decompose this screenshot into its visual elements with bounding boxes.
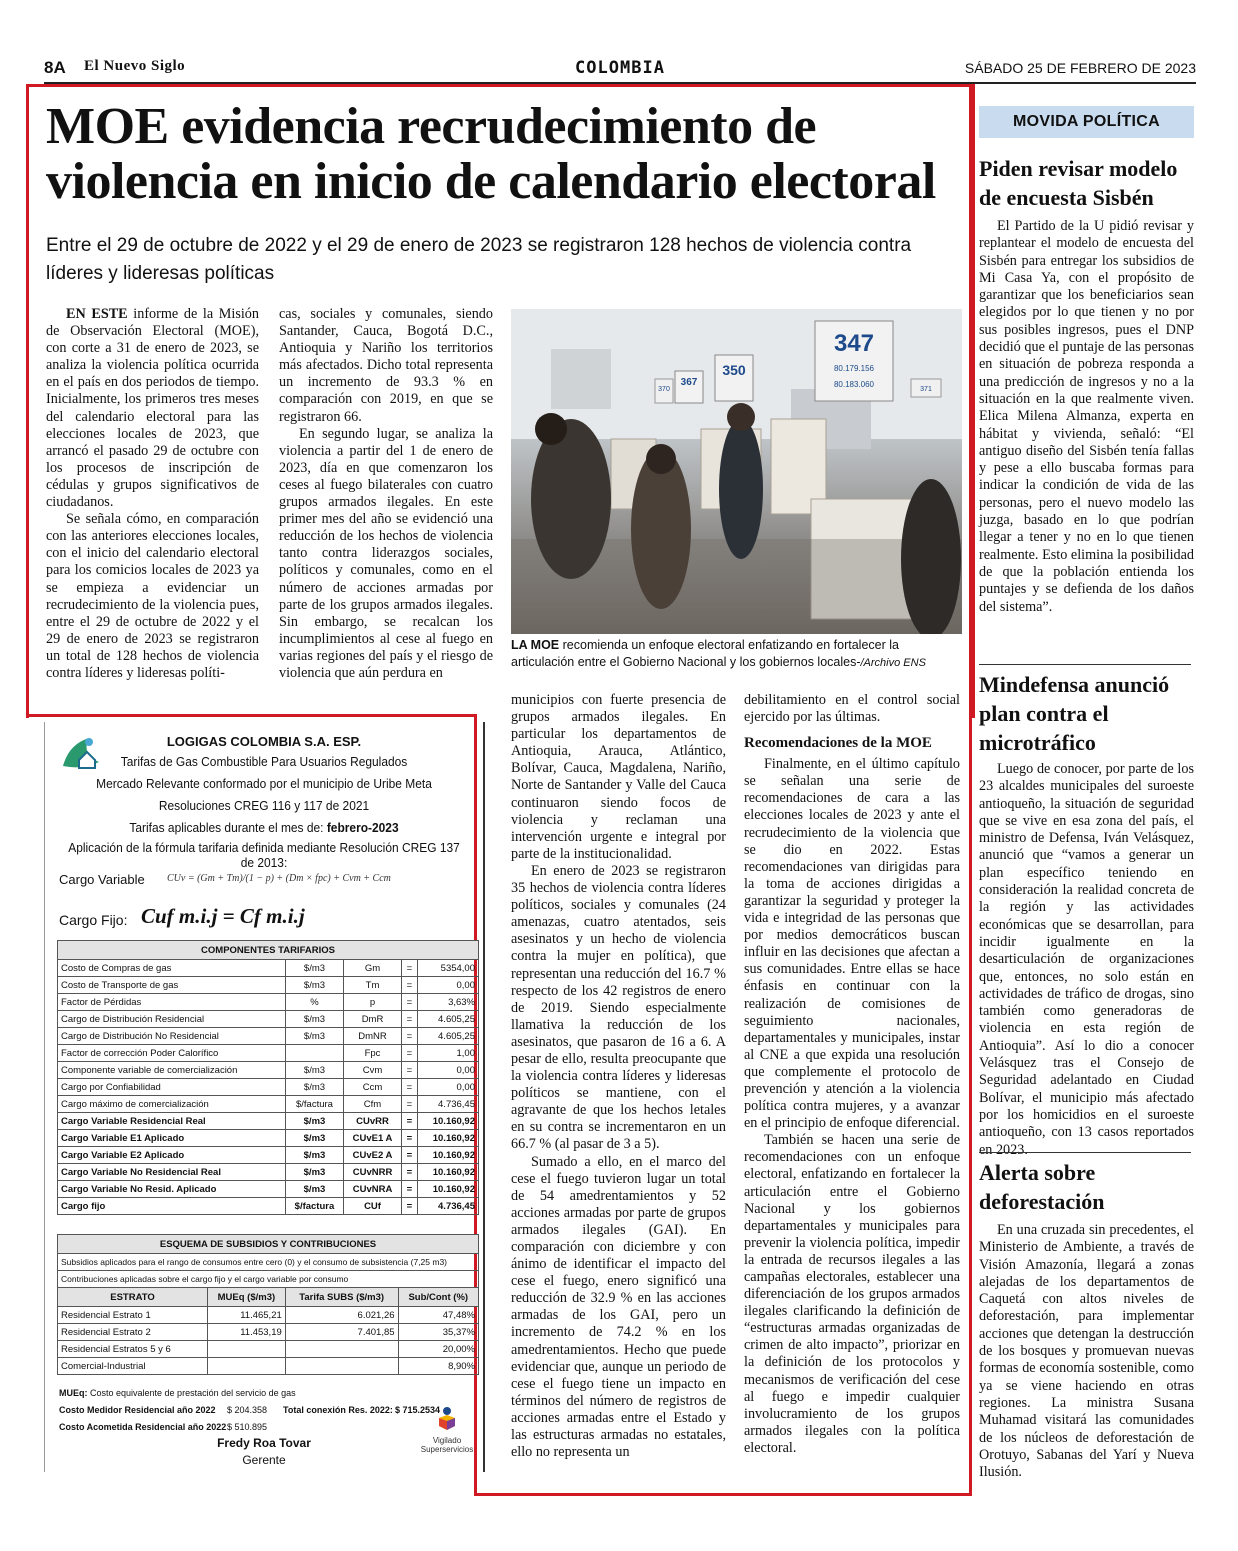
components-cell-sym: Ccm: [343, 1079, 401, 1096]
components-cell-name: Cargo de Distribución Residencial: [58, 1011, 286, 1028]
components-cell-name: Cargo Variable No Resid. Aplicado: [58, 1181, 286, 1198]
components-cell-eq: =: [402, 1062, 418, 1079]
components-cell-eq: =: [402, 1079, 418, 1096]
subheading: Recomendaciones de la MOE: [744, 735, 932, 752]
subsidies-col-header: MUEq ($/m3): [208, 1288, 286, 1307]
components-cell-unit: $/m3: [286, 1011, 344, 1028]
newspaper-name: El Nuevo Siglo: [84, 58, 186, 74]
vigilado-line: Superservicios: [420, 1445, 474, 1454]
vigilado-text: [415, 1436, 479, 1454]
mueq-note-label: MUEq:: [59, 1388, 88, 1398]
subsidies-note: Contribuciones aplicadas sobre el cargo fijo y el cargo variable por consumo: [58, 1271, 479, 1288]
sidebar-story-text: El Partido de la U pidió revisar y replantear el modelo de encuesta del Sisbén para entregar los subsidios de Mi Casa Ya, con el propósito de garantizar que los beneficiarios sean elegidos por lo que tienen y no por sus posibles ingresos, pues el DNP decidió que el puntaje de las personas en situación de pobreza responda a una predicción de ingresos y no a la situación en la que realmente viven. Elica Milena Almanza, experta en hábitat y vivienda, señaló: “El antiguo diseño del Sisbén tenía fallas y pese a ello buscaba formas para indicar la condición de vida de las personas, pero el nuevo modelo las juzga, basado en lo que podrían llegar a tener y no en lo que tienen realmente. Esto elimina la posibilidad de que la población entienda los puntajes y se defienda de los daños del sistema”.: [979, 218, 1194, 615]
components-row: [58, 1028, 479, 1045]
red-frame-step: [26, 714, 476, 717]
ad-line-month: febrero-2023: [326, 820, 399, 835]
sidebar-story-3: [979, 1158, 1194, 1481]
sidebar-label: MOVIDA POLÍTICA: [979, 106, 1194, 138]
acometida-label: Costo Acometida Residencial año 2022: [59, 1422, 227, 1432]
components-row: [58, 960, 479, 977]
signer-title: Gerente: [242, 1453, 286, 1467]
mueq-note: [59, 1388, 296, 1398]
subsidies-header: ESQUEMA DE SUBSIDIOS Y CONTRIBUCIONES: [58, 1235, 479, 1254]
components-cell-name: Cargo Variable E1 Aplicado: [58, 1130, 286, 1147]
masthead: [44, 58, 1196, 84]
svg-text:371: 371: [920, 386, 932, 393]
components-cell-val: 5354,00: [417, 960, 478, 977]
subsidies-cell: [208, 1358, 286, 1375]
subsidies-cell: 8,90%: [398, 1358, 478, 1375]
subsidies-cell: Residencial Estrato 1: [58, 1307, 208, 1324]
components-row: [58, 1062, 479, 1079]
svg-text:367: 367: [680, 377, 698, 388]
article-headline: [46, 100, 966, 209]
components-cell-val: 3,63%: [417, 994, 478, 1011]
svg-text:80.179.156: 80.179.156: [833, 364, 875, 373]
components-row: [58, 1130, 479, 1147]
components-cell-val: 0,00: [417, 1079, 478, 1096]
components-cell-unit: $/factura: [286, 1096, 344, 1113]
components-cell-sym: Gm: [343, 960, 401, 977]
components-cell-name: Cargo Variable E2 Aplicado: [58, 1147, 286, 1164]
components-row: [58, 1113, 479, 1130]
components-cell-val: 0,00: [417, 977, 478, 994]
sidebar-story-1: [979, 154, 1194, 616]
components-row: [58, 1096, 479, 1113]
paragraph: Sumado a ello, en el marco del cese el fuego tuvieron lugar un total de 54 amedrentamientos y 52 acciones armadas por parte de grupos armados ilegales (GAI). En comparación con diciembre y con ánimo de identificar el impacto del cese el fuego, enero significó una reducción de 32.9 % en las acciones armadas de los GAI, pero un incremento de 74.2 % en los amedrentamientos. Hecho que puede evidenciar que, aunque un periodo de cese el fuego tiene un impacto en términos del número de registros de acciones armadas entre el Estado y las estructuras armadas no estatales, ello no representa un: [511, 1153, 726, 1461]
signer-name: Fredy Roa Tovar: [217, 1436, 311, 1450]
components-cell-sym: CUvE2 A: [343, 1147, 401, 1164]
components-cell-val: 4.605,25: [417, 1028, 478, 1045]
components-cell-name: Cargo Variable No Residencial Real: [58, 1164, 286, 1181]
ad-line: Resoluciones CREG 116 y 117 de 2021: [158, 798, 370, 813]
article-subheadline: Entre el 29 de octubre de 2022 y el 29 de enero de 2023 se registraron 128 hechos de violencia contra líderes y lideresas políticas: [46, 235, 912, 284]
components-cell-sym: CUvNRA: [343, 1181, 401, 1198]
red-frame-right: [969, 84, 972, 1496]
components-cell-name: Cargo por Confiabilidad: [58, 1079, 286, 1096]
components-row: [58, 1011, 479, 1028]
ad-line: Aplicación de la fórmula tarifaria definida mediante Resolución CREG 137 de 2013:: [68, 840, 460, 870]
gas-tariff-ad: [44, 722, 485, 1472]
subsidies-cell: [208, 1341, 286, 1358]
components-cell-name: Cargo Variable Residencial Real: [58, 1113, 286, 1130]
sidebar-story-text: En una cruzada sin precedentes, el Ministerio de Ambiente, a través de Visión Amazonía, llegará a zonas alejadas de los departamentos de Caquetá con altos niveles de deforestación, para implementar acciones que detengan la destrucción de los bosques y promuevan nuevas formas de economía sostenible, como ya se viene haciendo en otras regiones. La ministra Susana Muhamad visitará las comunidades de los núcleos de deforestación de Orotuyo, Sabanas del Yarí y Nueva Ilusión.: [979, 1222, 1194, 1481]
components-cell-sym: DmR: [343, 1011, 401, 1028]
components-cell-eq: =: [402, 1164, 418, 1181]
components-cell-sym: Tm: [343, 977, 401, 994]
components-cell-sym: Cvm: [343, 1062, 401, 1079]
components-cell-sym: Cfm: [343, 1096, 401, 1113]
components-cell-name: Factor de Pérdidas: [58, 994, 286, 1011]
paragraph: debilitamiento en el control social ejercido por las últimas.: [744, 692, 960, 726]
red-frame-bottom: [474, 1493, 972, 1496]
components-header: COMPONENTES TARIFARIOS: [58, 941, 479, 960]
caption-lead: LA MOE: [511, 638, 560, 652]
subsidies-cell: Residencial Estratos 5 y 6: [58, 1341, 208, 1358]
components-row: [58, 1181, 479, 1198]
components-cell-unit: %: [286, 994, 344, 1011]
components-cell-unit: $/factura: [286, 1198, 344, 1215]
components-row: [58, 1045, 479, 1062]
svg-text:370: 370: [658, 386, 670, 393]
paragraph: informe de la Misión de Observación Electoral (MOE), con corte a 31 de enero de 2023, se analiza la violencia política ocurrida en el país en dos periodos de tiempo. Inicialmente, los primeros tres meses del calendario electoral para las elecciones locales de 2023, que arrancó el pasado 29 de octubre con los procesos de inscripción de cédulas y grupos significativos de ciudadanos.: [46, 306, 259, 511]
sidebar-story-text: Luego de conocer, por parte de los 23 alcaldes municipales del suroeste antioqueño, la situación de seguridad que se vive en esa zona del país, el ministro de Defensa, Iván Velásquez, anunció que “vamos a generar un plan específico teniendo en consideración la realidad concreta de la región y las actividades económicas que se desarrollan, para incidir igualmente en la desarticulación de organizaciones que, entonces, no solo están en actividades de tráfico de drogas, sino también como generadoras de violencia en esta región de Antioquia”. Así lo dio a conocer Velásquez tras el Consejo de Seguridad adelantado en Ciudad Bolívar, el municipio más afectado por los homicidios en el suroeste antioqueño, con 13 casos reportados en 2023.: [979, 761, 1194, 1158]
components-row: [58, 1147, 479, 1164]
components-row: [58, 1079, 479, 1096]
components-cell-unit: $/m3: [286, 1181, 344, 1198]
components-cell-eq: =: [402, 1028, 418, 1045]
total-value: $ 715.2534: [395, 1405, 441, 1415]
components-cell-eq: =: [402, 1198, 418, 1215]
components-cell-eq: =: [402, 994, 418, 1011]
subsidies-col-header: ESTRATO: [58, 1288, 208, 1307]
paragraph: Finalmente, en el último capítulo se señalan una serie de recomendaciones de cara a las elecciones locales de 2023 y ante el recrudecimiento de la violencia que se dio en 2022. Estas recomendaciones van dirigidas para la toma de acciones dirigidas a garantizar la seguridad y proteger la vida e integridad de las personas que por medios democráticos buscan influir en las decisiones que afectan a sus comunidades. Entre ellas se hace énfasis en continuar con la realización de comisiones de seguimiento nacionales, departamentales y municipales, instar al CNE a que expida una resolución que complemente el protocolo de prevención y atención a la violencia política contra mujeres, y a avanzar en el principio de enfoque diferencial.: [744, 756, 960, 1132]
photo-credit: /Archivo ENS: [860, 657, 926, 669]
acometida-value: $ 510.895: [227, 1422, 268, 1432]
components-cell-val: 10.160,92: [417, 1130, 478, 1147]
components-cell-eq: =: [402, 1130, 418, 1147]
medidor-value: $ 204.358: [227, 1405, 268, 1415]
components-cell-name: Factor de corrección Poder Calorífico: [58, 1045, 286, 1062]
components-cell-sym: CUvRR: [343, 1113, 401, 1130]
article-photo: [511, 309, 962, 634]
subsidies-table: [57, 1234, 479, 1375]
subsidies-row: [58, 1307, 479, 1324]
ad-company: LOGIGAS COLOMBIA S.A. ESP.: [166, 734, 362, 749]
subsidies-cell: 6.021,26: [285, 1307, 398, 1324]
components-table: [57, 940, 479, 1215]
paragraph: Se señala cómo, en comparación con las anteriores elecciones locales, con el inicio del calendario electoral para los comicios locales de 2023 ya se empieza a evidenciar un recrudecimiento de la violencia pues, entre el 29 de octubre de 2022 y el 29 de enero de 2023 se registraron un total de 128 hechos de violencia contra líderes y lideresas políti-: [46, 511, 259, 681]
article-column-2: [279, 306, 493, 682]
components-cell-sym: CUvNRR: [343, 1164, 401, 1181]
sidebar-story-title: Piden revisar modelo de encuesta Sisbén: [979, 156, 1178, 210]
subsidies-cell: 35,37%: [398, 1324, 478, 1341]
cargo-variable-label: Cargo Variable: [59, 872, 145, 887]
components-cell-eq: =: [402, 977, 418, 994]
components-cell-sym: CUvE1 A: [343, 1130, 401, 1147]
sidebar-story-title: Mindefensa anunció plan contra el microtráfico: [979, 672, 1170, 755]
components-cell-eq: =: [402, 960, 418, 977]
components-row: [58, 1164, 479, 1181]
components-cell-unit: $/m3: [286, 1062, 344, 1079]
subsidies-cell: [285, 1358, 398, 1375]
components-cell-unit: $/m3: [286, 1079, 344, 1096]
components-cell-name: Costo de Compras de gas: [58, 960, 286, 977]
cargo-fijo-label: Cargo Fijo:: [59, 912, 128, 928]
sidebar-story-2: [979, 670, 1194, 1159]
voting-hall-photo: [511, 309, 962, 634]
photo-caption: [511, 637, 963, 672]
divider: [979, 1152, 1191, 1153]
components-cell-val: 1,00: [417, 1045, 478, 1062]
subsidies-cell: 11.465,21: [208, 1307, 286, 1324]
components-cell-sym: p: [343, 994, 401, 1011]
components-cell-val: 10.160,92: [417, 1113, 478, 1130]
components-row: [58, 977, 479, 994]
section-title: COLOMBIA: [575, 58, 665, 78]
components-cell-name: Cargo de Distribución No Residencial: [58, 1028, 286, 1045]
components-cell-sym: DmNR: [343, 1028, 401, 1045]
sidebar-story-title: Alerta sobre deforestación: [979, 1160, 1105, 1214]
components-row: [58, 1198, 479, 1215]
paragraph: En enero de 2023 se registraron 35 hechos de violencia contra líderes políticos, sociales y comunales (24 amenazas, cuatro atentados, seis asesinatos y un hecho de violencia contra la mujer en política), que representan una reducción del 16.7 % respecto de los 42 registros de enero de 2019. Siendo especialmente llamativa la reducción de los asesinatos, que pasaron de 16 a 6. A pesar de ello, resulta preocupante que la violencia contra líderes y lideresas políticos se mantiene, con el agravante de que los hechos letales en su contra se incrementaron en un 66.7 % (al pasar de 3 a 5).: [511, 862, 726, 1153]
dateline: SÁBADO 25 DE FEBRERO DE 2023: [964, 60, 1196, 76]
components-row: [58, 994, 479, 1011]
components-cell-eq: =: [402, 1045, 418, 1062]
superservicios-logo-icon: [435, 1406, 459, 1434]
components-cell-name: Cargo fijo: [58, 1198, 286, 1215]
article-column-1: [46, 306, 259, 682]
cargo-fijo-formula: Cuf m.i.j = Cf m.i.j: [141, 904, 305, 928]
subsidies-cell: 20,00%: [398, 1341, 478, 1358]
article-column-4: [744, 692, 960, 1457]
divider: [979, 664, 1191, 665]
subsidies-cell: 11.453,19: [208, 1324, 286, 1341]
components-cell-eq: =: [402, 1147, 418, 1164]
ad-line: Mercado Relevante conformado por el municipio de Uribe Meta: [96, 776, 432, 791]
components-cell-val: 10.160,92: [417, 1147, 478, 1164]
svg-text:80.183.060: 80.183.060: [833, 380, 875, 389]
ad-line-prefix: Tarifas aplicables durante el mes de:: [129, 820, 327, 835]
subsidies-note: Subsidios aplicados para el rango de consumos entre cero (0) y el consumo de subsistencia (7,25 m3): [58, 1254, 479, 1271]
components-cell-unit: $/m3: [286, 1130, 344, 1147]
components-cell-val: 0,00: [417, 1062, 478, 1079]
headline-line-1: MOE evidencia recrudecimiento de: [46, 98, 817, 155]
subsidies-cell: Residencial Estrato 2: [58, 1324, 208, 1341]
components-cell-unit: [286, 1045, 344, 1062]
subsidies-cell: 7.401,85: [285, 1324, 398, 1341]
paragraph: También se hacen una serie de recomendaciones con un enfoque electoral, enfatizando en fortalecer la articulación entre el Gobierno Nacional y los gobiernos departamentales y municipales para prevenir la violencia política, impedir la entrada de recursos ilegales a las campañas electorales, establecer una diferenciación de los grupos armados ilegales clarificando la definición de “estructuras armadas organizadas de crimen de alto impacto”, priorizar en la definición de los protocolos y mecanismos de verificación del cese al fuego e impedir cualquier involucramiento de los grupos armados ilegales con la política electoral.: [744, 1132, 960, 1456]
medidor-label: Costo Medidor Residencial año 2022: [59, 1405, 216, 1415]
subsidies-col-header: Tarifa SUBS ($/m3): [285, 1288, 398, 1307]
headline-line-2: violencia en inicio de calendario electoral: [46, 152, 936, 210]
components-cell-unit: $/m3: [286, 960, 344, 977]
page-number: 8A: [44, 58, 66, 77]
components-cell-unit: $/m3: [286, 977, 344, 994]
subsidies-row: [58, 1324, 479, 1341]
components-cell-val: 10.160,92: [417, 1164, 478, 1181]
paragraph: En segundo lugar, se analiza la violencia a partir del 1 de enero de 2023, día en que comenzaron los ceses al fuego bilaterales con cuatro grupos armados ilegales. En este primer mes del año se evidenció una reducción de los hechos de violencia tanto contra liderazgos sociales, políticos y comunales, como en el número de acciones armadas por parte de los grupos armados ilegales. Sin embargo, se recalcan los incumplimientos al cese al fuego en varias regiones del país y el riesgo de violencia que aún perdura en: [279, 425, 493, 681]
components-cell-unit: $/m3: [286, 1028, 344, 1045]
components-cell-sym: Fpc: [343, 1045, 401, 1062]
mueq-note-text: Costo equivalente de prestación del servicio de gas: [87, 1388, 296, 1398]
ad-line: [63, 820, 466, 835]
components-cell-name: Cargo máximo de comercialización: [58, 1096, 286, 1113]
components-cell-val: 4.736,45: [417, 1096, 478, 1113]
paragraph: cas, sociales y comunales, siendo Santander, Cauca, Bogotá D.C., Antioquia y Nariño los territorios más afectados. Dicho total representa un incremento de 93.3 % en comparación con 2019, en que se registraron 66.: [279, 306, 493, 425]
article-column-3: [511, 692, 726, 1461]
svg-text:350: 350: [722, 362, 746, 378]
subsidies-cell: 47,48%: [398, 1307, 478, 1324]
photo-sign-347: 347: [833, 330, 875, 357]
subsidies-cell: [285, 1341, 398, 1358]
components-cell-unit: $/m3: [286, 1113, 344, 1130]
components-cell-val: 10.160,92: [417, 1181, 478, 1198]
components-cell-unit: $/m3: [286, 1147, 344, 1164]
paragraph: municipios con fuerte presencia de grupos armados ilegales. En particular los departamentos de Antioquia, Arauca, Atlántico, Bolívar, Cauca, Magdalena, Nariño, Norte de Santander y Valle del Cauca continuaron siendo focos de violencia y reclaman una intervención urgente e integral por parte de la institucionalidad.: [511, 692, 726, 862]
subsidies-cell: Comercial-Industrial: [58, 1358, 208, 1375]
components-cell-val: 4.736,45: [417, 1198, 478, 1215]
components-cell-eq: =: [402, 1181, 418, 1198]
subsidies-row: [58, 1358, 479, 1375]
total-label: Total conexión Res. 2022:: [283, 1405, 393, 1415]
caption-text: recomienda un enfoque electoral enfatizando en fortalecer la articulación entre el Gobierno Nacional y los gobiernos locales-: [511, 638, 899, 669]
vigilado-line: Vigilado: [432, 1436, 462, 1445]
cargo-variable-formula: CUv = (Gm + Tm)/(1 − p) + (Dm × fpc) + Cvm + Ccm: [167, 873, 391, 884]
subsidies-col-header: Sub/Cont (%): [398, 1288, 478, 1307]
components-cell-name: Componente variable de comercialización: [58, 1062, 286, 1079]
components-cell-name: Costo de Transporte de gas: [58, 977, 286, 994]
components-cell-sym: CUf: [343, 1198, 401, 1215]
subsidies-row: [58, 1341, 479, 1358]
lead-in: EN ESTE: [66, 306, 128, 322]
components-cell-val: 4.605,25: [417, 1011, 478, 1028]
ad-line: Tarifas de Gas Combustible Para Usuarios Regulados: [120, 754, 408, 769]
components-cell-eq: =: [402, 1096, 418, 1113]
components-cell-eq: =: [402, 1113, 418, 1130]
components-cell-unit: $/m3: [286, 1164, 344, 1181]
components-cell-eq: =: [402, 1011, 418, 1028]
